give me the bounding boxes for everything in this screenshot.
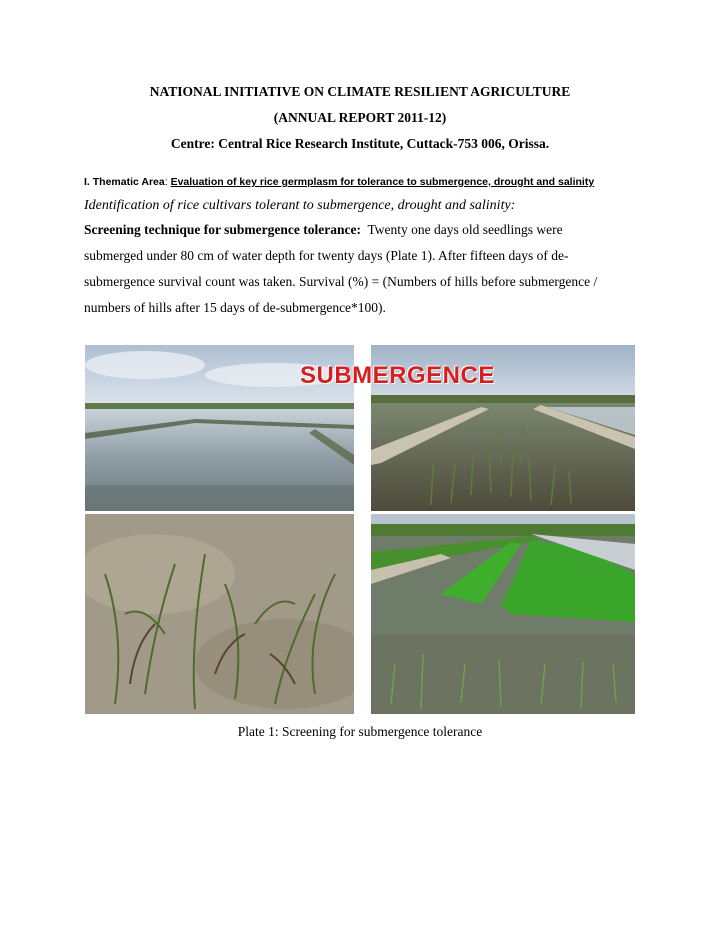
photo-recovered-plots xyxy=(371,514,635,714)
report-title: NATIONAL INITIATIVE ON CLIMATE RESILIENT AGRICULTURE xyxy=(149,84,571,99)
screening-line-1-text: Twenty one days old seedlings were xyxy=(367,222,563,237)
thematic-area xyxy=(84,176,684,188)
photo-seedlings-closeup xyxy=(85,514,354,714)
centre-line: Centre: Central Rice Research Institute, Cuttack-753 006, Orissa. xyxy=(170,136,550,151)
thematic-label: I. Thematic Area xyxy=(84,176,165,188)
screening-line-4: numbers of hills after 15 days of de-submergence*100). xyxy=(84,300,386,315)
thematic-value: Evaluation of key rice germplasm for tolerance to submergence, drought and salinity xyxy=(170,176,595,188)
screening-heading: Screening technique for submergence tolerance: xyxy=(84,222,361,237)
submergence-overlay-label: SUBMERGENCE xyxy=(300,362,495,389)
report-subtitle: (ANNUAL REPORT 2011-12) xyxy=(273,110,447,125)
identification-heading: Identification of rice cultivars tolerant to submergence, drought and salinity: xyxy=(84,198,516,213)
screening-line-3: submergence survival count was taken. Survival (%) = (Numbers of hills before submergence / xyxy=(84,274,598,289)
thematic-separator: : xyxy=(164,176,171,188)
plate-caption: Plate 1: Screening for submergence tolerance xyxy=(237,724,483,739)
screening-line-1 xyxy=(84,222,563,238)
screening-line-2: submerged under 80 cm of water depth for twenty days (Plate 1). After fifteen days of de- xyxy=(84,248,569,263)
